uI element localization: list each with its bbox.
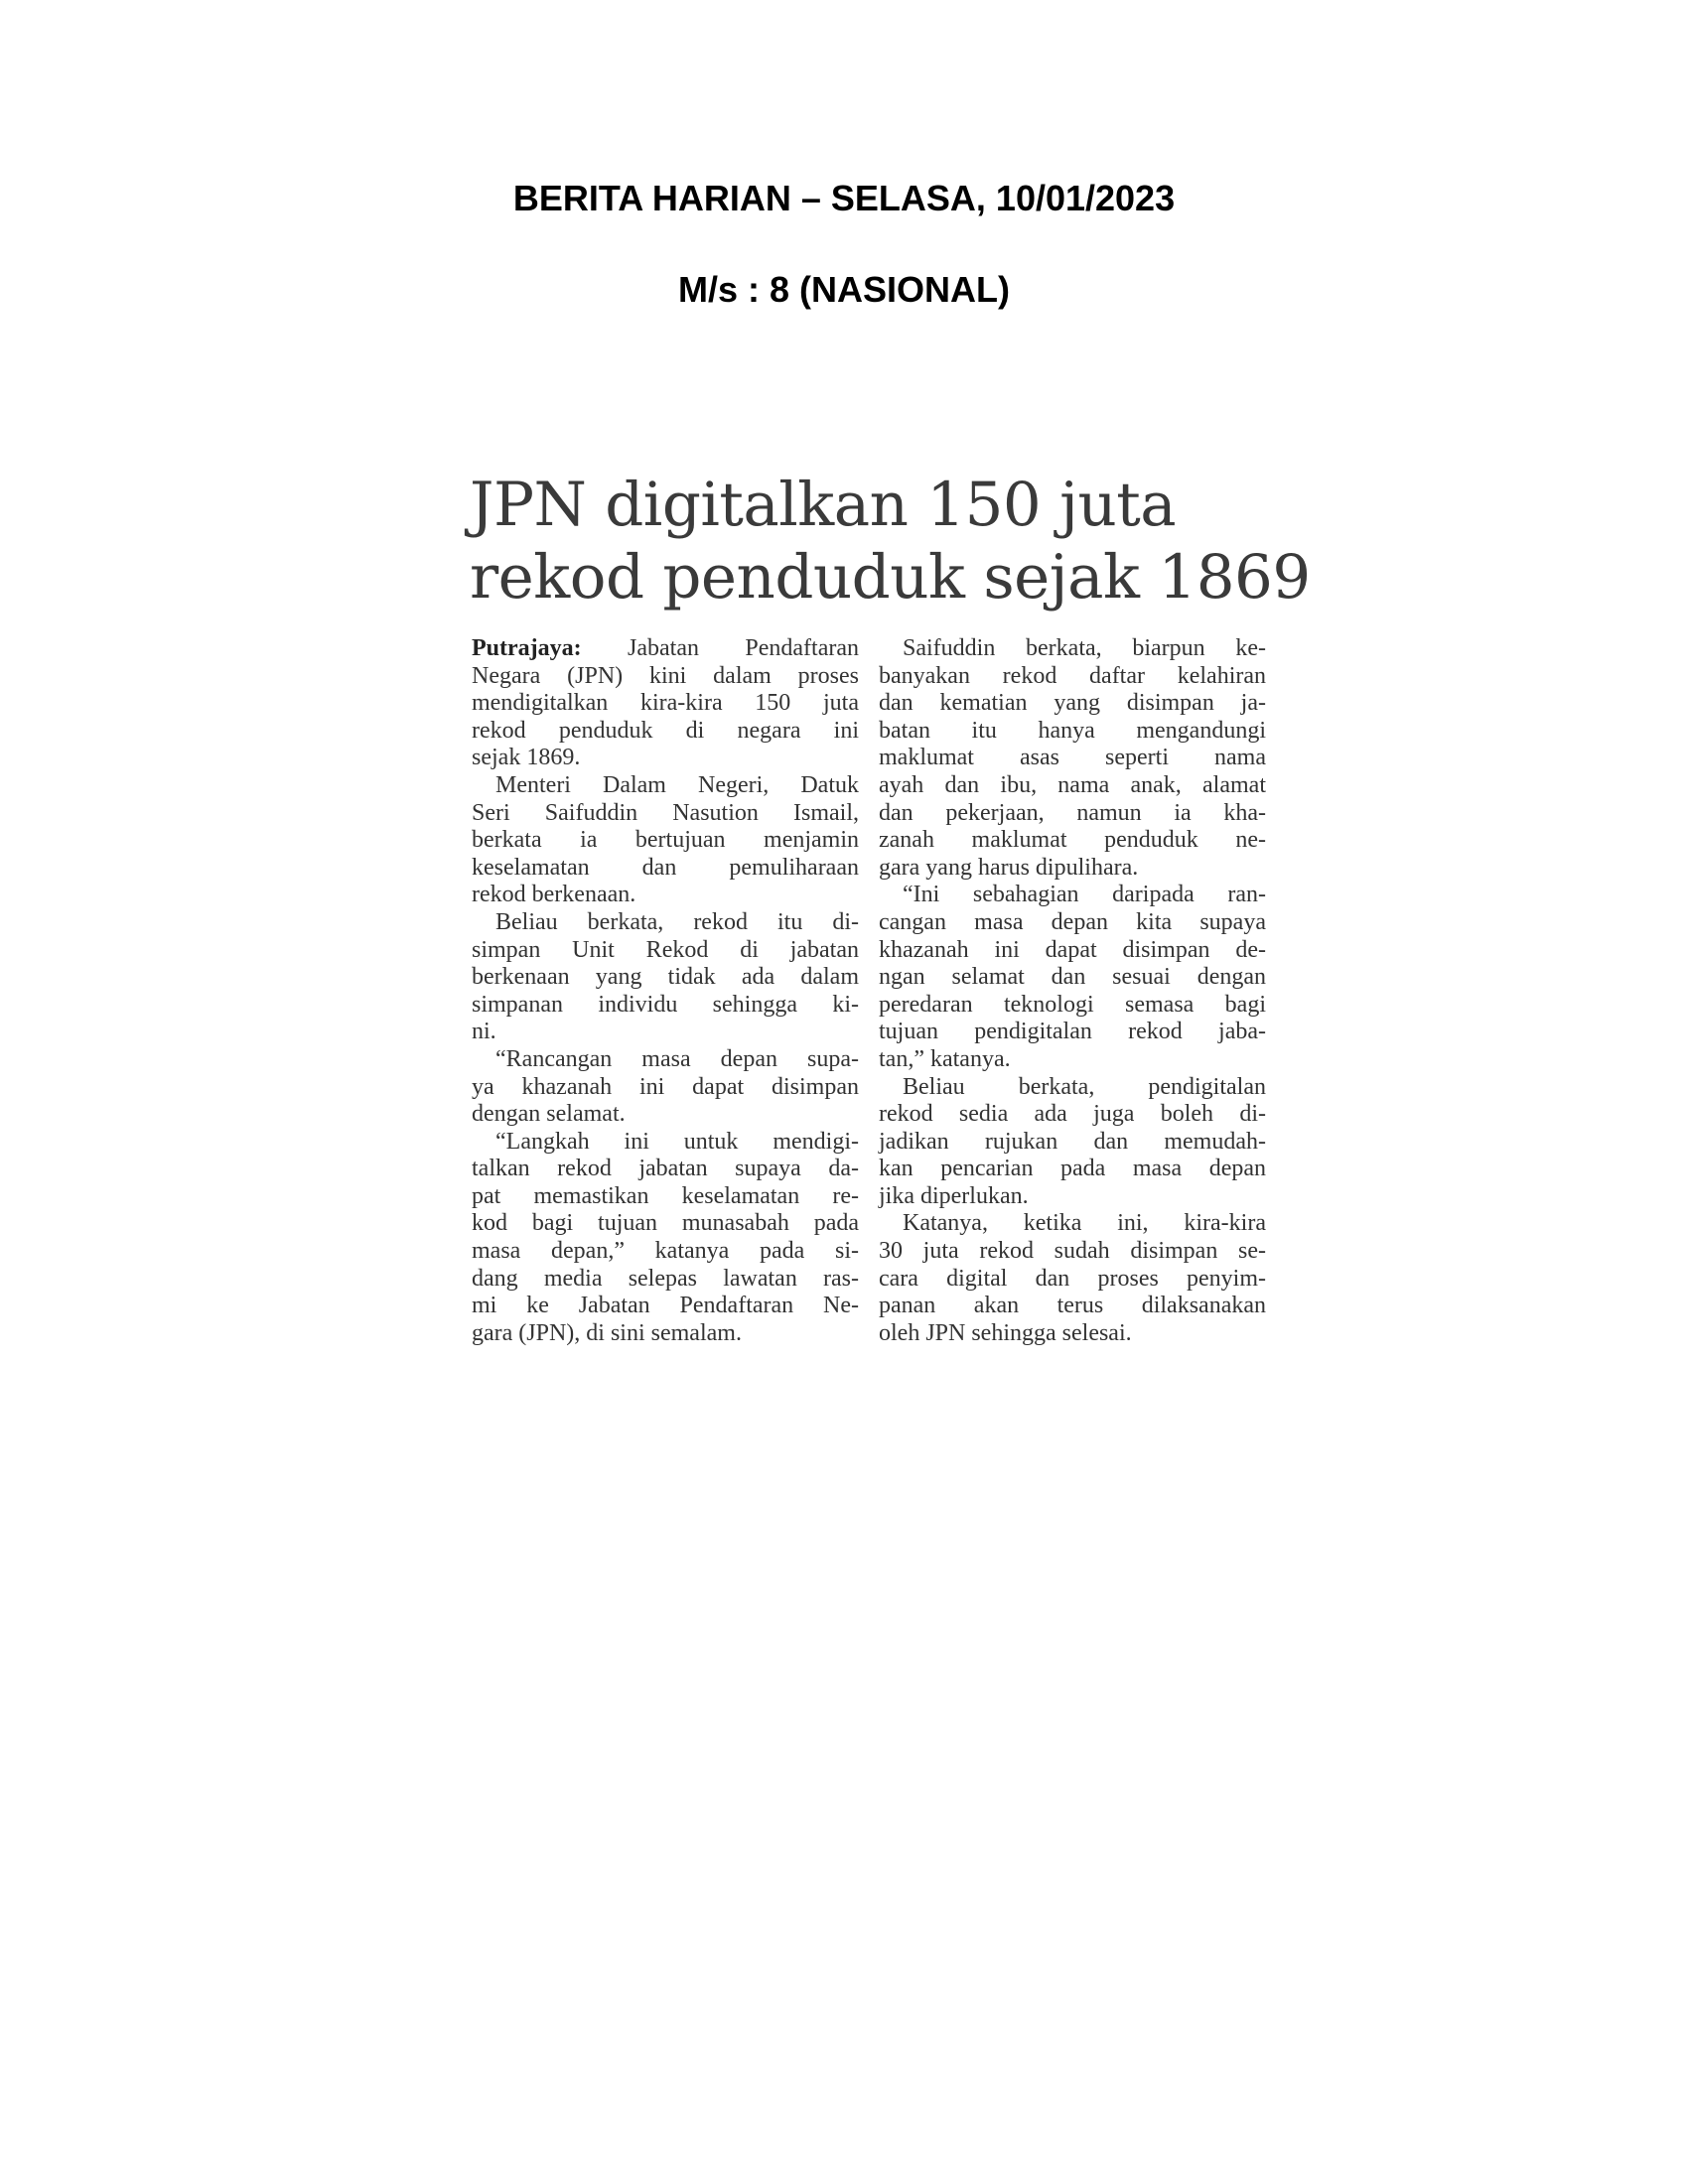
article-column-right (879, 635, 1266, 1347)
article-line: Menteri Dalam Negeri, Datuk (495, 771, 859, 798)
article-line: dengan selamat. (472, 1101, 626, 1128)
article-line: rekod sedia ada juga boleh di- (879, 1101, 1266, 1128)
article-line: kan pencarian pada masa depan (879, 1156, 1266, 1182)
article-line: masa depan,” katanya pada si- (472, 1238, 859, 1265)
article-line: gara (JPN), di sini semalam. (472, 1319, 742, 1346)
article-line: jadikan rujukan dan memudah- (879, 1128, 1266, 1155)
article-line: ni. (472, 1019, 496, 1045)
article-line: berkenaan yang tidak ada dalam (472, 964, 859, 991)
article-line (472, 635, 859, 663)
article-line: dan kematian yang disimpan ja- (879, 690, 1266, 717)
article-line: Beliau berkata, rekod itu di- (495, 908, 859, 935)
article-line: cangan masa depan kita supaya (879, 908, 1266, 935)
article-line: Saifuddin berkata, biarpun ke- (903, 635, 1266, 661)
article-line: “Ini sebahagian daripada ran- (903, 882, 1266, 908)
article-line: ya khazanah ini dapat disimpan (472, 1073, 859, 1100)
article-line: oleh JPN sehingga selesai. (879, 1319, 1132, 1346)
article-paragraph (879, 635, 1266, 882)
article-line: zanah maklumat penduduk ne- (879, 827, 1266, 854)
article-line: dang media selepas lawatan ras- (472, 1265, 859, 1292)
article-line: “Rancangan masa depan supa- (495, 1045, 859, 1072)
article-line: ayah dan ibu, nama anak, alamat (879, 771, 1266, 798)
article-line: ngan selamat dan sesuai dengan (879, 964, 1266, 991)
article-line: tujuan pendigitalan rekod jaba- (879, 1019, 1266, 1045)
publication-date-line: BERITA HARIAN – SELASA, 10/01/2023 (512, 178, 1176, 218)
article-line: jika diperlukan. (879, 1182, 1029, 1209)
article-line: peredaran teknologi semasa bagi (879, 991, 1266, 1018)
article-line: 30 juta rekod sudah disimpan se- (879, 1238, 1266, 1265)
article-line: Seri Saifuddin Nasution Ismail, (472, 799, 859, 826)
article-paragraph (879, 882, 1266, 1073)
article-line: keselamatan dan pemuliharaan (472, 854, 859, 881)
article-line: tan,” katanya. (879, 1045, 1011, 1072)
article-line: batan itu hanya mengandungi (879, 717, 1266, 744)
article-paragraph (879, 1074, 1266, 1211)
headline-line: JPN digitalkan 150 juta (470, 470, 1177, 540)
article-line: rekod penduduk di negara ini (472, 717, 859, 744)
article-line: gara yang harus dipulihara. (879, 854, 1139, 881)
article-paragraph (472, 1046, 859, 1129)
article-line: talkan rekod jabatan supaya da- (472, 1156, 859, 1182)
article-line: maklumat asas seperti nama (879, 745, 1266, 771)
article-paragraph (472, 635, 859, 772)
article-line: Katanya, ketika ini, kira-kira (903, 1210, 1266, 1237)
article-line: “Langkah ini untuk mendigi- (495, 1128, 859, 1155)
news-clipping (467, 449, 1311, 1362)
article-dateline: Putrajaya: (472, 635, 582, 661)
article-line: khazanah ini dapat disimpan de- (879, 936, 1266, 963)
article-line: banyakan rekod daftar kelahiran (879, 662, 1266, 689)
article-line: dan pekerjaan, namun ia kha- (879, 799, 1266, 826)
article-line: cara digital dan proses penyim- (879, 1265, 1266, 1292)
article-line: simpan Unit Rekod di jabatan (472, 936, 859, 963)
article-line: Beliau berkata, pendigitalan (903, 1073, 1266, 1100)
article-line: Negara (JPN) kini dalam proses (472, 662, 859, 689)
article-line: berkata ia bertujuan menjamin (472, 827, 859, 854)
article-paragraph (879, 1210, 1266, 1347)
article-paragraph (472, 909, 859, 1046)
article-line: mendigitalkan kira-kira 150 juta (472, 690, 859, 717)
article-column-left (472, 635, 859, 1347)
article-line-text: Jabatan Pendaftaran (628, 635, 859, 661)
article-line: panan akan terus dilaksanakan (879, 1293, 1266, 1319)
page-section-line: M/s : 8 (NASIONAL) (677, 269, 1010, 310)
article-line: rekod berkenaan. (472, 882, 636, 908)
article-line: simpanan individu sehingga ki- (472, 991, 859, 1018)
article-headline (470, 469, 1311, 614)
article-line: kod bagi tujuan munasabah pada (472, 1210, 859, 1237)
headline-line: rekod penduduk sejak 1869 (470, 542, 1311, 613)
article-line: pat memastikan keselamatan re- (472, 1182, 859, 1209)
article-paragraph (472, 1129, 859, 1348)
article-paragraph (472, 772, 859, 909)
article-line: mi ke Jabatan Pendaftaran Ne- (472, 1293, 859, 1319)
article-line: sejak 1869. (472, 745, 581, 771)
